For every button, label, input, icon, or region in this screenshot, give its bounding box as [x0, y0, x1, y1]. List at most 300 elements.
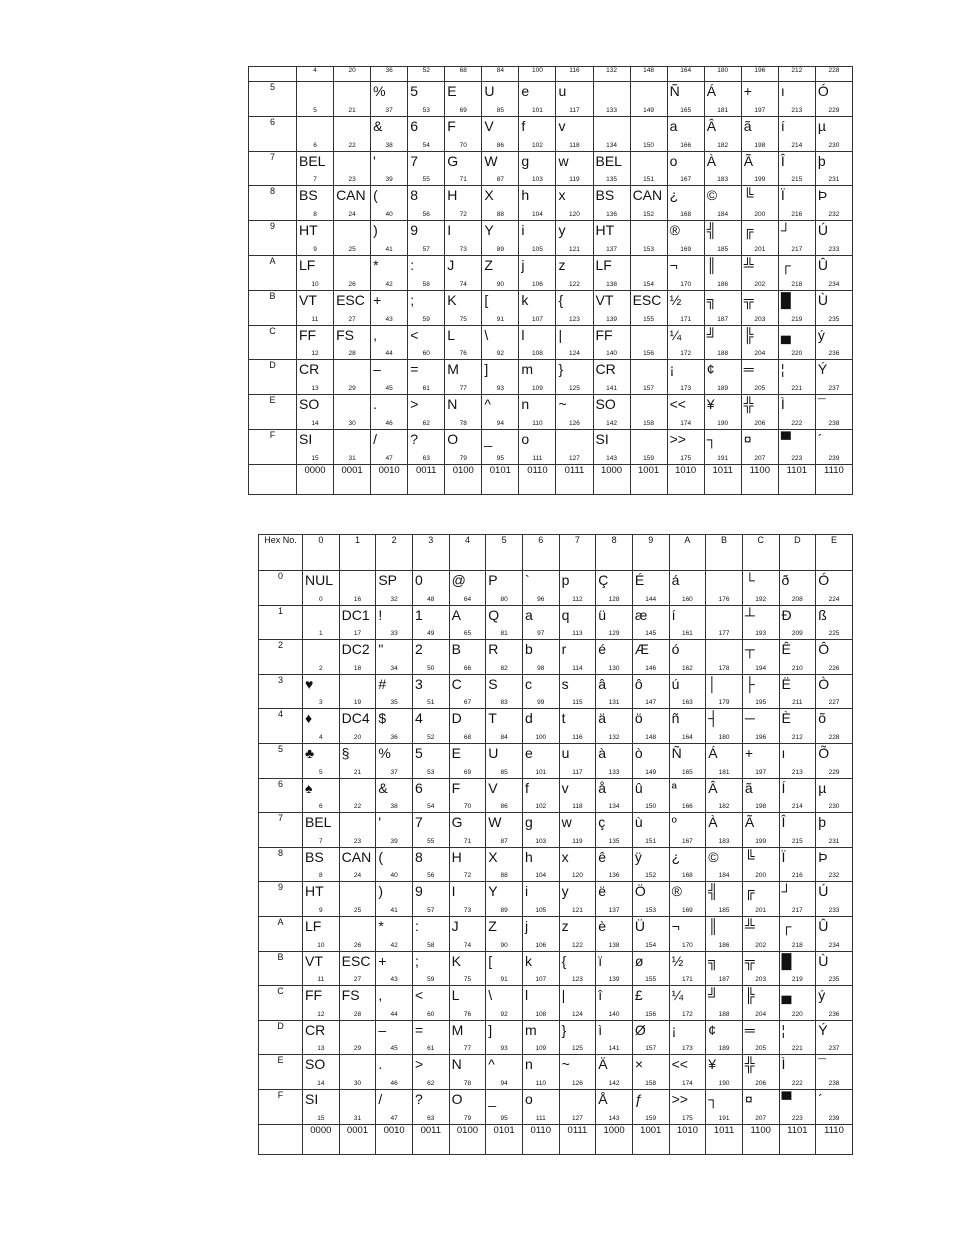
cell-glyph: ƒ — [634, 1090, 643, 1107]
code-cell — [630, 395, 667, 430]
cell-glyph: þ — [817, 152, 826, 169]
cell-decimal: 104 — [535, 872, 547, 880]
code-cell — [371, 255, 408, 290]
code-cell — [778, 290, 815, 325]
code-cell — [779, 778, 816, 813]
code-cell — [303, 640, 340, 675]
code-cell — [742, 847, 779, 882]
code-cell — [486, 1020, 523, 1055]
cell-glyph: è — [598, 917, 607, 934]
cell-glyph: CAN — [341, 848, 372, 865]
cell-glyph: s — [561, 675, 569, 692]
code-cell — [482, 395, 519, 430]
cell-glyph: ╝ — [706, 326, 717, 343]
cell-glyph: Ø — [634, 1021, 646, 1038]
code-cell — [412, 916, 449, 951]
cell-decimal: 95 — [500, 1114, 508, 1122]
cell-decimal: 55 — [422, 176, 430, 184]
code-cell — [522, 571, 559, 606]
cell-glyph: á — [671, 572, 680, 588]
column-hex-label: 8 — [596, 535, 633, 571]
cell-decimal: 190 — [718, 1079, 730, 1087]
code-cell — [376, 986, 413, 1021]
cell-glyph: k — [521, 291, 529, 308]
code-cell — [559, 640, 596, 675]
cell-decimal: 57 — [422, 245, 430, 253]
code-cell — [297, 151, 334, 186]
cell-decimal: 164 — [681, 733, 693, 741]
column-hex-label: 3 — [412, 535, 449, 571]
code-row — [249, 186, 853, 221]
cell-glyph: T — [488, 710, 497, 727]
cell-glyph: Ý — [818, 1021, 828, 1038]
code-cell — [741, 151, 778, 186]
cell-decimal: 144 — [645, 595, 657, 603]
cell-glyph: ║ — [706, 256, 717, 273]
cell-glyph: SI — [595, 430, 609, 447]
row-hex-label: C — [249, 325, 297, 360]
cell-glyph: HT — [305, 883, 324, 900]
cell-decimal: 100 — [535, 733, 547, 741]
cell-glyph: $ — [378, 710, 387, 727]
cell-decimal: 60 — [427, 1010, 435, 1018]
code-cell — [449, 882, 486, 917]
code-cell — [519, 221, 556, 256]
row-hex-label: 7 — [259, 813, 303, 848]
column-hex-label: 5 — [486, 535, 523, 571]
cell-glyph: ~ — [558, 396, 567, 413]
row-hex-label: B — [259, 951, 303, 986]
cell-decimal: 237 — [828, 385, 840, 393]
code-cell — [371, 360, 408, 395]
binary-column-label: 0111 — [559, 1124, 596, 1154]
code-cell — [704, 116, 741, 151]
cell-glyph: ¤ — [744, 1090, 753, 1107]
code-cell — [449, 571, 486, 606]
cell-decimal: 180 — [718, 733, 730, 741]
cell-decimal: 143 — [606, 454, 617, 462]
code-cell — [596, 709, 633, 744]
cell-glyph: } — [558, 361, 564, 378]
cell-glyph: ; — [414, 952, 419, 969]
cell-decimal: 216 — [791, 211, 803, 219]
code-cell — [408, 395, 445, 430]
cell-glyph: Î — [780, 152, 785, 169]
code-cell — [815, 221, 852, 256]
cell-glyph: W — [484, 152, 498, 169]
cell-glyph: ® — [671, 883, 682, 900]
code-cell — [559, 986, 596, 1021]
cell-glyph: 3 — [414, 675, 423, 692]
code-cell — [630, 221, 667, 256]
cell-decimal: 207 — [754, 454, 766, 462]
code-cell — [334, 429, 371, 464]
cell-decimal: 238 — [828, 419, 840, 427]
cell-glyph: ó — [671, 641, 680, 658]
cell-decimal: 128 — [608, 595, 620, 603]
cell-glyph: ø — [634, 952, 644, 969]
code-cell — [706, 571, 743, 606]
code-cell — [706, 709, 743, 744]
cell-decimal: 28 — [348, 350, 356, 358]
cell-glyph: 8 — [410, 187, 418, 204]
code-cell — [596, 640, 633, 675]
cell-decimal: 56 — [427, 872, 435, 880]
cell-decimal: 121 — [569, 245, 580, 253]
cell-glyph: Ó — [818, 572, 830, 588]
code-cell — [449, 674, 486, 709]
cell-glyph: Þ — [818, 848, 828, 865]
cell-decimal: 181 — [717, 106, 729, 114]
cell-decimal: 126 — [569, 419, 580, 427]
cell-decimal: 189 — [717, 385, 729, 393]
cell-decimal: 153 — [645, 906, 657, 914]
cell-decimal: 23 — [348, 176, 356, 184]
cell-decimal: 140 — [606, 350, 617, 358]
cell-decimal: 45 — [385, 385, 393, 393]
cell-decimal: 42 — [390, 941, 398, 949]
cell-decimal: 238 — [828, 1079, 840, 1087]
code-cell — [371, 186, 408, 221]
code-cell — [779, 1089, 816, 1124]
cell-decimal: 160 — [681, 595, 693, 603]
code-cell — [449, 1020, 486, 1055]
cell-glyph: S — [488, 675, 498, 692]
cell-decimal: 213 — [791, 106, 803, 114]
cell-decimal: 127 — [571, 1114, 583, 1122]
cell-glyph: { — [561, 952, 567, 969]
cell-glyph: C — [451, 675, 462, 692]
cell-decimal: 199 — [755, 837, 767, 845]
cell-decimal: 152 — [643, 211, 655, 219]
code-cell — [816, 778, 853, 813]
cell-glyph: o — [521, 430, 530, 447]
cell-decimal: 196 — [755, 733, 767, 741]
cell-glyph: D — [451, 710, 462, 727]
cell-glyph: SO — [299, 396, 320, 413]
code-cell — [449, 986, 486, 1021]
code-cell — [445, 82, 482, 117]
cell-glyph: Å — [598, 1090, 608, 1107]
row-hex-label: 6 — [259, 778, 303, 813]
code-row — [259, 571, 853, 606]
cell-decimal: 15 — [311, 454, 319, 462]
code-cell — [519, 429, 556, 464]
cell-decimal: 58 — [422, 280, 430, 288]
cell-glyph: W — [488, 814, 502, 831]
code-cell — [559, 1089, 596, 1124]
cell-glyph: I — [451, 883, 456, 900]
binary-column-label: 1001 — [632, 1124, 669, 1154]
cell-decimal: 41 — [385, 245, 393, 253]
code-cell — [632, 951, 669, 986]
code-row — [249, 429, 853, 464]
cell-decimal: 51 — [427, 699, 435, 707]
row-hex-label: 4 — [259, 709, 303, 744]
code-cell — [667, 186, 704, 221]
cell-decimal: 176 — [718, 595, 730, 603]
cell-glyph: Ä — [598, 1056, 608, 1073]
cell-decimal: 7 — [319, 837, 323, 845]
row-hex-label: 8 — [249, 186, 297, 221]
code-cell — [816, 709, 853, 744]
code-cell — [486, 916, 523, 951]
cell-decimal: 24 — [348, 211, 356, 219]
code-cell — [486, 951, 523, 986]
cell-decimal: 121 — [571, 906, 583, 914]
cell-decimal: 9 — [319, 906, 323, 914]
code-cell — [779, 951, 816, 986]
cell-decimal: 107 — [531, 315, 543, 323]
code-cell — [559, 1020, 596, 1055]
cell-decimal: 220 — [791, 350, 803, 358]
cell-glyph: g — [521, 152, 530, 169]
cell-decimal: 87 — [500, 837, 508, 845]
cell-decimal: 188 — [717, 350, 729, 358]
cell-glyph: ^ — [488, 1056, 495, 1073]
binary-column-label: 0001 — [339, 1124, 376, 1154]
code-cell — [556, 116, 593, 151]
cell-decimal: 31 — [353, 1114, 362, 1122]
cell-decimal: 231 — [828, 837, 840, 845]
lower-code-table — [258, 534, 853, 1155]
code-cell — [482, 325, 519, 360]
cell-glyph: ╠ — [743, 326, 754, 343]
cell-decimal: 93 — [496, 385, 504, 393]
cell-glyph: " — [378, 641, 384, 658]
cell-decimal: 23 — [353, 837, 362, 845]
cell-glyph: >> — [669, 430, 686, 447]
code-cell — [596, 916, 633, 951]
code-cell — [482, 429, 519, 464]
code-cell — [632, 986, 669, 1021]
column-hex-label: D — [779, 535, 816, 571]
cell-glyph: = — [410, 361, 419, 378]
code-cell — [593, 429, 630, 464]
cell-decimal: 25 — [348, 245, 356, 253]
cell-glyph: Í — [781, 779, 786, 796]
cell-glyph: M — [451, 1021, 464, 1038]
code-cell — [408, 360, 445, 395]
cell-decimal: 158 — [645, 1079, 657, 1087]
binary-column-label: 0110 — [522, 1124, 559, 1154]
code-cell — [408, 186, 445, 221]
code-row — [259, 847, 853, 882]
cell-glyph: ♠ — [305, 779, 313, 796]
cell-glyph: BS — [299, 187, 318, 204]
cell-decimal: 154 — [643, 280, 655, 288]
cell-decimal: 59 — [427, 976, 435, 984]
code-cell — [519, 255, 556, 290]
code-cell — [297, 290, 334, 325]
code-cell — [486, 640, 523, 675]
code-cell — [742, 882, 779, 917]
cell-decimal: 105 — [531, 245, 543, 253]
cell-glyph: SO — [595, 396, 616, 413]
cell-decimal: 138 — [608, 941, 620, 949]
cell-glyph: ╚ — [743, 187, 754, 204]
cell-decimal: 202 — [755, 941, 767, 949]
binary-column-label: 0100 — [449, 1124, 486, 1154]
code-cell — [556, 186, 593, 221]
column-hex-label: 0 — [303, 535, 340, 571]
code-cell — [486, 813, 523, 848]
binary-column-label: 1001 — [630, 464, 667, 494]
cell-glyph: À — [708, 814, 718, 831]
cell-glyph: Ã — [744, 814, 755, 831]
code-cell — [371, 221, 408, 256]
cell-decimal: 208 — [791, 595, 803, 603]
cell-decimal: 85 — [500, 768, 508, 776]
cell-glyph: h — [524, 848, 533, 865]
cell-glyph: z — [561, 917, 569, 934]
cell-decimal: 80 — [500, 595, 508, 603]
cell-decimal: 174 — [681, 1079, 693, 1087]
code-cell — [303, 778, 340, 813]
cell-glyph: L — [447, 326, 456, 343]
cell-glyph: ▀ — [780, 430, 791, 447]
cell-glyph: V — [484, 117, 494, 134]
cell-decimal: 141 — [606, 385, 617, 393]
cell-decimal: 91 — [500, 976, 508, 984]
cell-decimal: 178 — [718, 664, 730, 672]
cell-glyph: º — [671, 814, 677, 831]
cell-glyph: DC2 — [341, 641, 370, 658]
cell-decimal: 71 — [463, 837, 472, 845]
cell-decimal: 205 — [754, 385, 766, 393]
cell-decimal: 77 — [463, 1045, 472, 1053]
cell-decimal: 234 — [828, 280, 840, 288]
code-cell — [371, 116, 408, 151]
cell-glyph: ¡ — [671, 1021, 677, 1038]
cell-glyph: , — [378, 987, 383, 1004]
cell-decimal: 18 — [353, 664, 362, 672]
binary-column-label: 1011 — [704, 464, 741, 494]
cell-glyph: ♣ — [305, 744, 315, 761]
partial-decimal: 116 — [556, 67, 593, 82]
cell-decimal: 227 — [828, 699, 840, 707]
cell-decimal: 162 — [681, 664, 693, 672]
cell-decimal: 11 — [317, 976, 325, 984]
cell-decimal: 102 — [535, 803, 547, 811]
cell-glyph: ] — [488, 1021, 493, 1038]
code-cell — [522, 916, 559, 951]
code-cell — [815, 186, 852, 221]
code-cell — [412, 813, 449, 848]
cell-decimal: 103 — [535, 837, 547, 845]
cell-glyph: y — [558, 222, 566, 239]
cell-glyph: í — [671, 606, 676, 623]
cell-decimal: 225 — [828, 630, 840, 638]
code-cell — [519, 395, 556, 430]
cell-glyph: ì — [598, 1021, 603, 1038]
cell-glyph: Ñ — [669, 83, 680, 99]
code-cell — [630, 429, 667, 464]
cell-decimal: 38 — [390, 803, 398, 811]
row-hex-label: 7 — [249, 151, 297, 186]
cell-decimal: 30 — [348, 419, 356, 427]
cell-glyph: └ — [744, 572, 755, 588]
cell-decimal: 138 — [606, 280, 617, 288]
code-cell — [297, 360, 334, 395]
cell-glyph: É — [634, 572, 645, 588]
cell-glyph: > — [414, 1056, 424, 1073]
cell-decimal: 43 — [390, 976, 398, 984]
cell-decimal: 78 — [463, 1079, 472, 1087]
code-cell — [412, 640, 449, 675]
cell-decimal: 173 — [681, 1045, 693, 1053]
cell-decimal: 94 — [496, 419, 504, 427]
cell-decimal: 188 — [718, 1010, 730, 1018]
code-cell — [522, 605, 559, 640]
cell-decimal: 148 — [645, 733, 657, 741]
cell-decimal: 74 — [463, 941, 472, 949]
cell-glyph: SP — [378, 572, 397, 588]
code-cell — [741, 325, 778, 360]
code-cell — [412, 743, 449, 778]
code-cell — [522, 951, 559, 986]
cell-glyph: + — [378, 952, 387, 969]
cell-decimal: 213 — [791, 768, 803, 776]
cell-glyph: Ú — [818, 883, 829, 900]
code-cell — [706, 986, 743, 1021]
row-hex-label: F — [249, 429, 297, 464]
code-cell — [630, 186, 667, 221]
cell-decimal: 41 — [390, 906, 398, 914]
code-cell — [669, 1020, 706, 1055]
binary-column-label: 1110 — [815, 464, 852, 494]
cell-decimal: 114 — [572, 664, 583, 672]
code-cell — [376, 882, 413, 917]
row-hex-label: 8 — [259, 847, 303, 882]
cell-glyph: 9 — [414, 883, 423, 900]
code-cell — [408, 82, 445, 117]
code-cell — [449, 778, 486, 813]
partial-decimal: 212 — [778, 67, 815, 82]
code-cell — [741, 395, 778, 430]
cell-decimal: 169 — [681, 906, 693, 914]
code-cell — [669, 813, 706, 848]
cell-glyph: LF — [595, 256, 612, 273]
cell-decimal: 207 — [755, 1114, 767, 1122]
code-cell — [559, 605, 596, 640]
cell-decimal: 74 — [459, 280, 467, 288]
cell-glyph: ¼ — [669, 326, 682, 343]
cell-decimal: 118 — [572, 803, 583, 811]
cell-decimal: 109 — [531, 385, 543, 393]
code-cell — [556, 82, 593, 117]
cell-decimal: 34 — [390, 664, 398, 672]
cell-decimal: 66 — [463, 664, 472, 672]
code-row — [249, 221, 853, 256]
code-cell — [482, 186, 519, 221]
code-cell — [522, 1089, 559, 1124]
code-cell — [742, 916, 779, 951]
cell-decimal: 10 — [311, 280, 319, 288]
cell-decimal: 181 — [718, 768, 730, 776]
binary-column-label: 0001 — [334, 464, 371, 494]
cell-decimal: 105 — [535, 906, 547, 914]
cell-decimal: 231 — [828, 176, 840, 184]
cell-decimal: 22 — [348, 141, 356, 149]
cell-decimal: 136 — [608, 872, 620, 880]
code-cell — [376, 847, 413, 882]
partial-decimal: 52 — [408, 67, 445, 82]
cell-glyph: n — [521, 396, 530, 413]
cell-decimal: 107 — [535, 976, 547, 984]
cell-decimal: 191 — [718, 1114, 730, 1122]
cell-glyph: SI — [305, 1090, 319, 1107]
